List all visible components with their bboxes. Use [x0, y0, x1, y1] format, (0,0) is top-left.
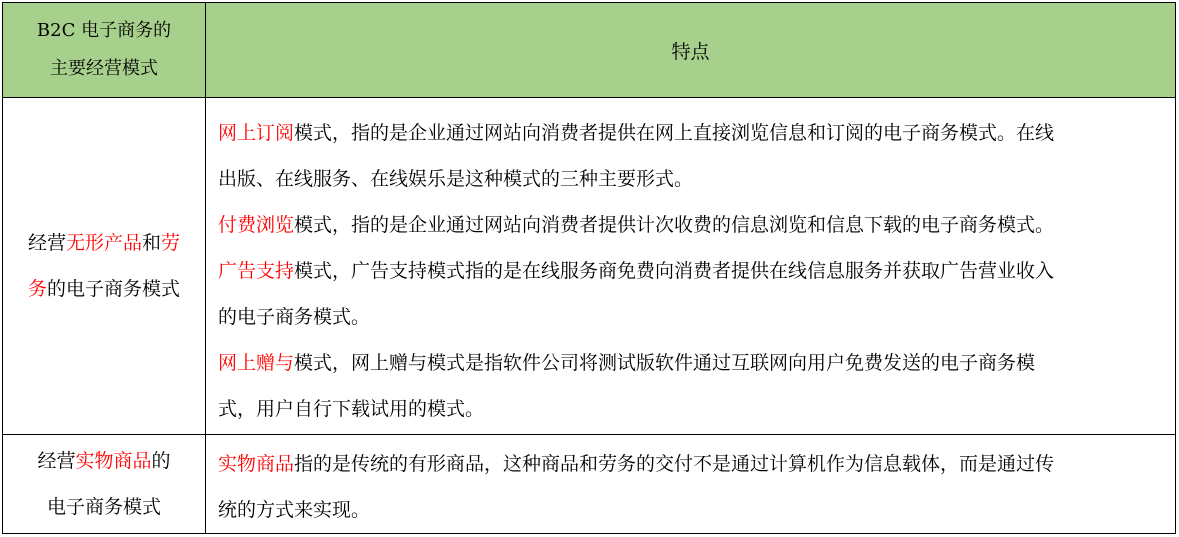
- list-item: [218, 110, 1169, 202]
- model-name: 实物商品: [218, 452, 295, 475]
- paragraph-line: 的电子商务模式。: [218, 306, 371, 329]
- model-name: 网上赠与: [218, 352, 295, 375]
- paragraph-line: [218, 110, 1169, 156]
- list-item: [218, 340, 1169, 432]
- model-description: 指的是传统的有形商品，这种商品和劳务的交付不是通过计算机作为信息载体，而是通过传: [294, 452, 1055, 475]
- paragraph-line: [218, 248, 1169, 294]
- category-line1: [7, 220, 201, 266]
- category-text: 的电子商务模式: [47, 277, 181, 300]
- category-cell-physical: [3, 434, 206, 533]
- description-cell: [206, 98, 1176, 434]
- paragraph-line: 式，用户自行下载试用的模式。: [218, 398, 485, 421]
- header-model-cell: [3, 3, 206, 98]
- paragraph-line: 统的方式来实现。: [218, 498, 371, 521]
- header-features-cell: [206, 3, 1176, 98]
- business-model-table: [2, 2, 1176, 534]
- list-item: [218, 202, 1169, 248]
- category-text: 的: [151, 449, 171, 472]
- description-cell: [206, 434, 1176, 533]
- model-name: 广告支持: [218, 260, 295, 283]
- list-item: [218, 248, 1169, 340]
- table-row: [3, 98, 1176, 434]
- model-name: 付费浏览: [218, 214, 295, 237]
- paragraph-line: [218, 202, 1169, 248]
- category-text: 经营: [27, 231, 66, 254]
- paragraph-line: 出版、在线服务、在线娱乐是这种模式的三种主要形式。: [218, 168, 694, 191]
- category-highlight: 实物商品: [75, 449, 152, 472]
- category-text: 和: [142, 231, 162, 254]
- model-description: 模式，指的是企业通过网站向消费者提供计次收费的信息浏览和信息下载的电子商务模式。: [294, 214, 1055, 237]
- header-model-line2: 主要经营模式: [50, 58, 158, 80]
- header-line1-text: 电子商务的: [75, 20, 172, 42]
- category-highlight: 劳: [161, 231, 181, 254]
- header-latin-text: B2C: [36, 20, 76, 42]
- paragraph-line: [218, 340, 1169, 386]
- paragraph-line: [218, 441, 1169, 487]
- header-row: [3, 3, 1176, 98]
- category-line2: [7, 266, 201, 312]
- header-features-text: 特点: [671, 40, 710, 63]
- category-line1: [7, 438, 201, 484]
- model-description: 模式，指的是企业通过网站向消费者提供在网上直接浏览信息和订阅的电子商务模式。在线: [294, 122, 1055, 145]
- model-name: 网上订阅: [218, 122, 295, 145]
- model-description: 模式，网上赠与模式是指软件公司将测试版软件通过互联网向用户免费发送的电子商务模: [294, 352, 1036, 375]
- header-model-line1: [3, 12, 205, 50]
- table-row: [3, 434, 1176, 533]
- model-description: 模式，广告支持模式指的是在线服务商免费向消费者提供在线信息服务并获取广告营业收入: [294, 260, 1055, 283]
- category-cell-intangible: [3, 98, 206, 434]
- category-highlight: 务: [27, 277, 47, 300]
- category-text: 经营: [37, 449, 76, 472]
- category-line2: 电子商务模式: [46, 495, 161, 518]
- list-item: [218, 441, 1169, 533]
- category-highlight: 无形产品: [65, 231, 142, 254]
